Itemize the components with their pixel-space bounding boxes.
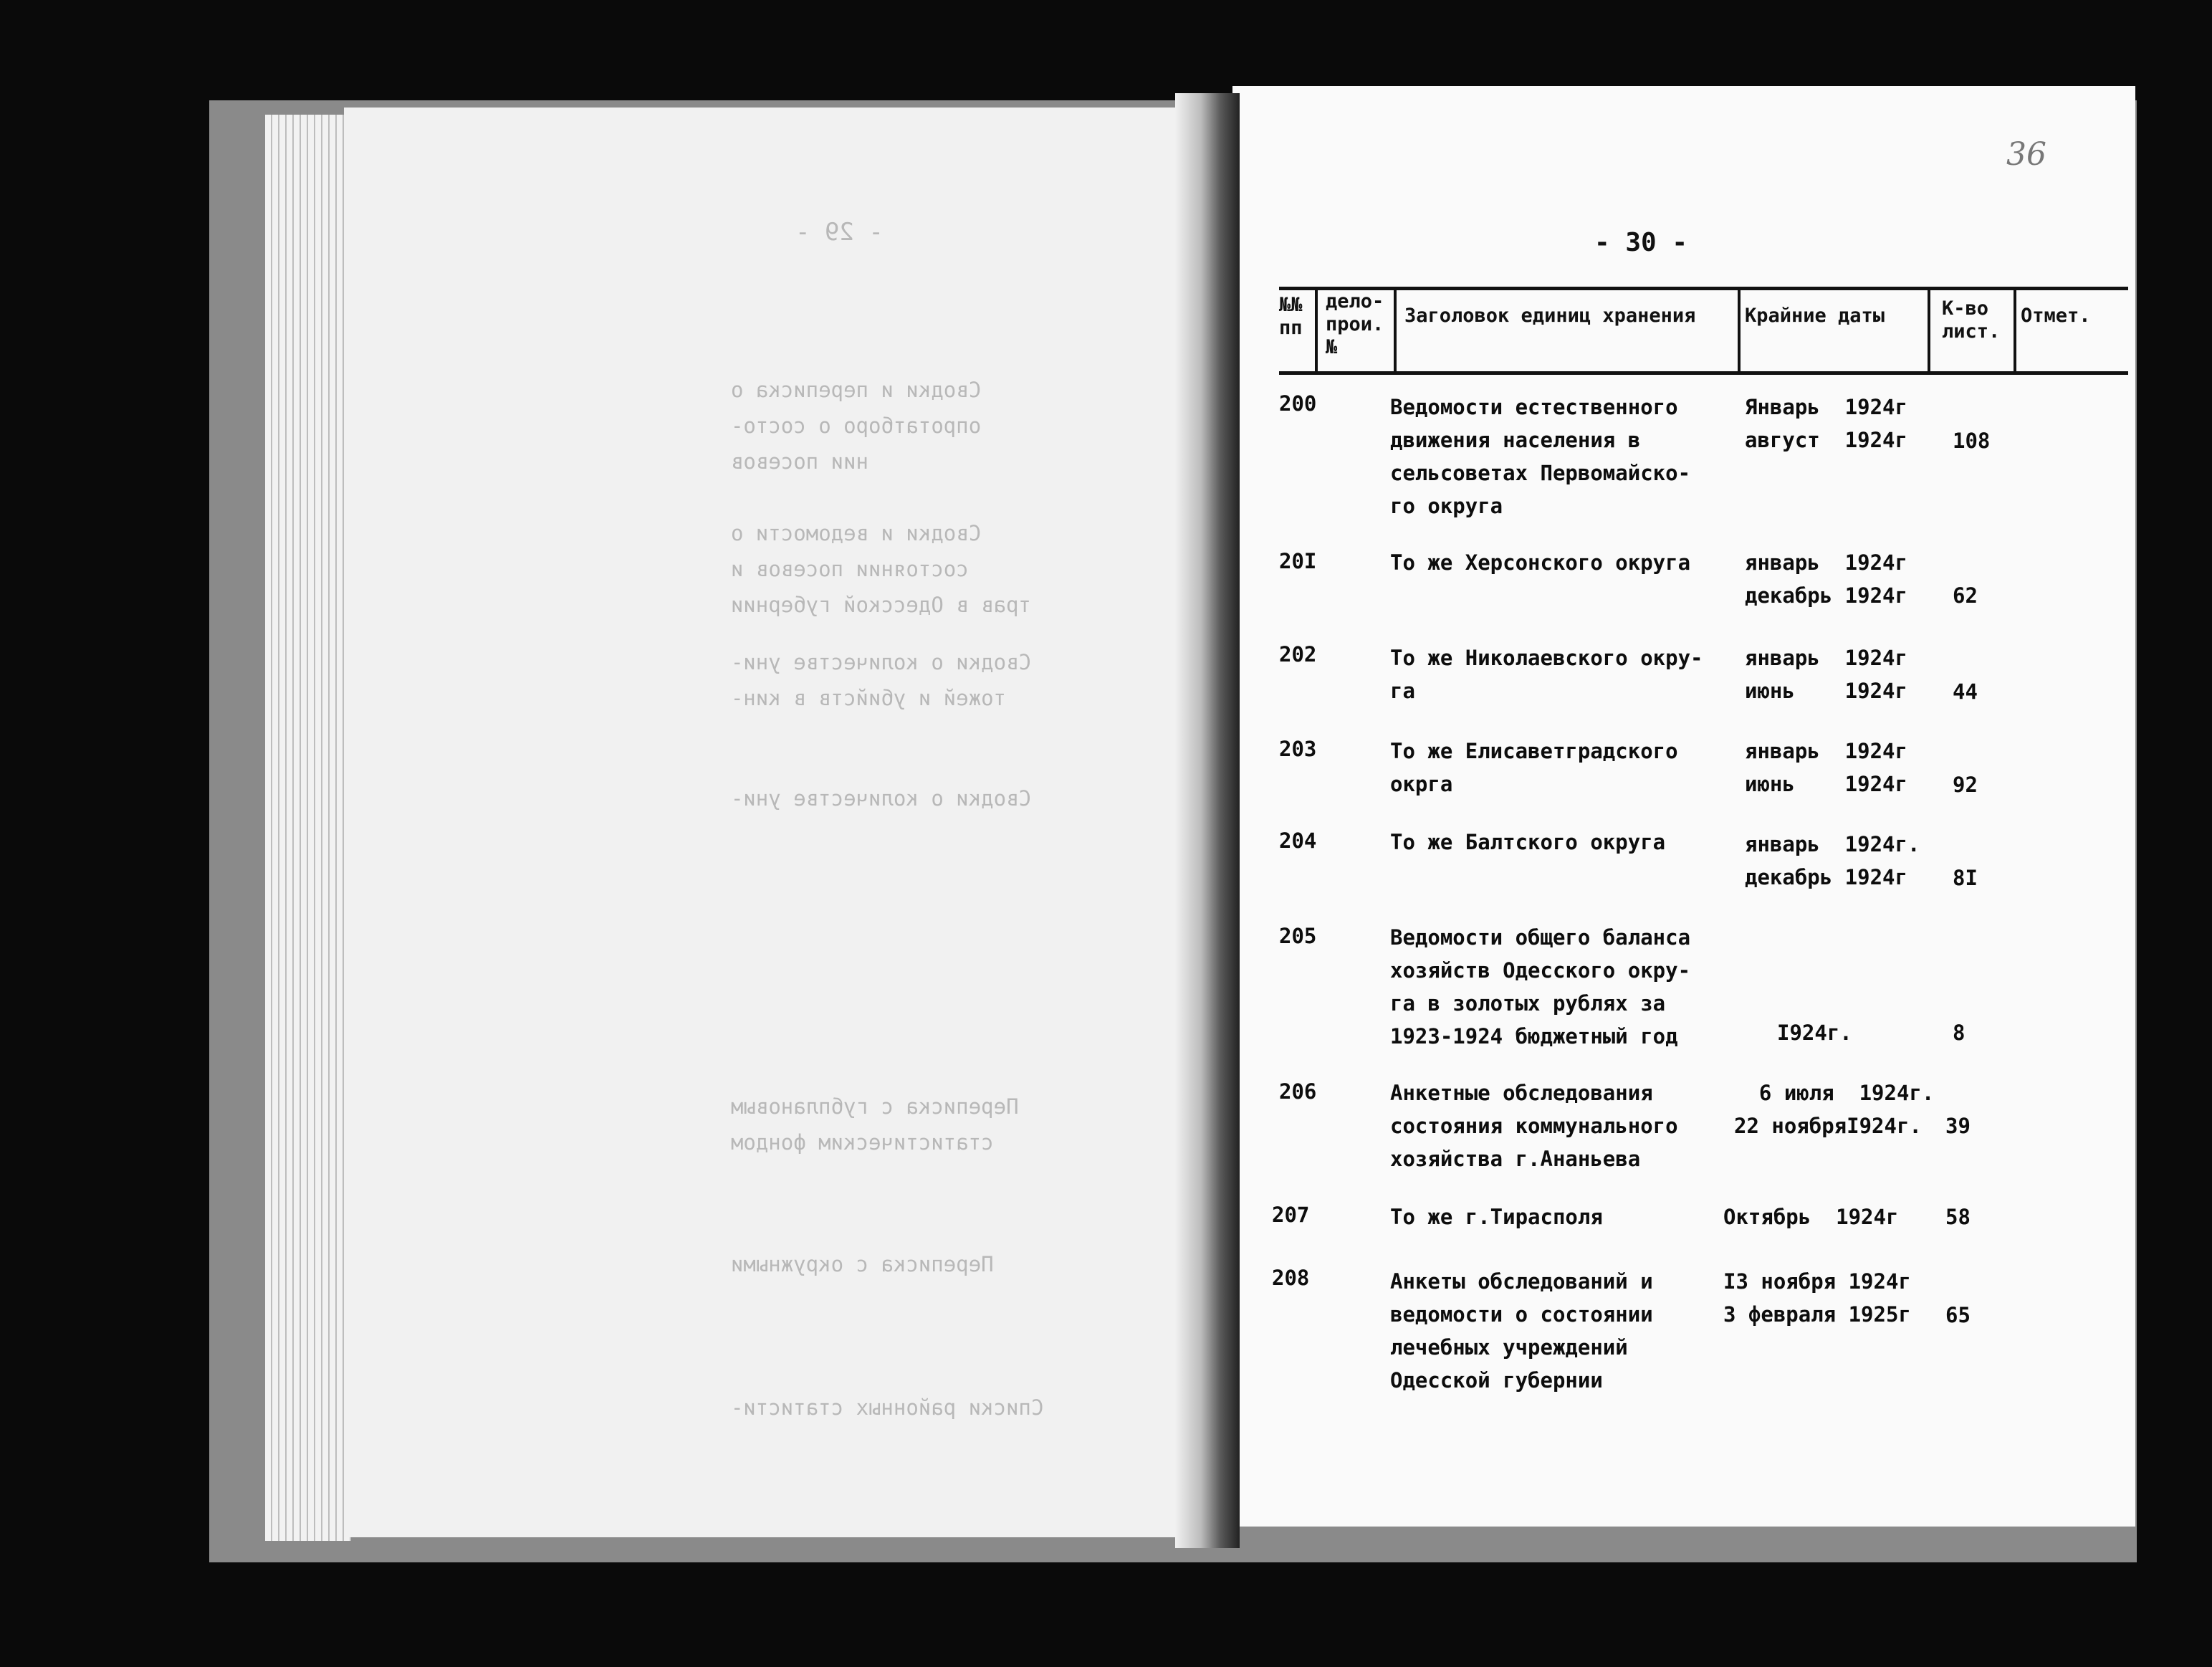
ghost-line: Сводки и ведомости о: [731, 521, 982, 545]
ghost-line: Списки районных статисти-: [731, 1395, 1044, 1420]
row-number: 204: [1279, 828, 1317, 853]
row-count: 8I: [1953, 866, 1978, 890]
row-title: Анкетные обследования состояния коммунального хозяйства г.Ананьева: [1390, 1081, 1678, 1171]
row-number: 207: [1272, 1203, 1310, 1227]
column-divider: [1738, 287, 1741, 371]
row-title: Анкеты обследований и ведомости о состоянии лечебных учреждений Одесской губернии: [1390, 1269, 1653, 1393]
ghost-line: Сводки о количестве уни-: [731, 786, 1032, 811]
row-title: То же г.Тирасполя: [1390, 1205, 1603, 1229]
book-gutter: [1175, 93, 1240, 1548]
ghost-line: состоянии посевов и: [731, 557, 969, 581]
column-divider: [1315, 287, 1318, 371]
left-page: [344, 108, 1215, 1537]
row-number: 205: [1279, 924, 1317, 948]
ghost-line: Переписка с окружными: [731, 1252, 994, 1276]
row-dates: январь 1924г декабрь 1924г: [1745, 550, 1907, 608]
row-count: 62: [1953, 583, 1978, 608]
archive-stamp-number: 36: [2006, 136, 2046, 173]
row-title: То же Балтского округа: [1390, 830, 1666, 854]
row-dates: Январь 1924г август 1924г: [1745, 395, 1907, 452]
page-number: - 30 -: [1594, 228, 1688, 257]
ghost-line: трав в Одесской губернии: [731, 593, 1032, 617]
row-dates: январь 1924г июнь 1924г: [1745, 646, 1907, 703]
header-delo: дело- прои. №: [1326, 290, 1384, 358]
page-edges: [265, 115, 351, 1541]
table-header-bottom-rule: [1279, 371, 2128, 375]
row-count: 44: [1953, 679, 1978, 704]
row-number: 200: [1279, 391, 1317, 416]
row-title: То же Херсонского округа: [1390, 550, 1691, 575]
ghost-line: Переписка с губплановым: [731, 1094, 1019, 1119]
row-number: 202: [1279, 642, 1317, 667]
row-count: 92: [1953, 773, 1978, 797]
row-dates: I924г.: [1777, 1021, 1852, 1045]
row-title: То же Елисаветградского окрга: [1390, 739, 1678, 796]
ghost-line: тожей и убийств в кин-: [731, 686, 1007, 710]
ghost-line: опротатборо о состо-: [731, 414, 982, 438]
header-title: Заголовок единиц хранения: [1404, 305, 1696, 327]
ghost-line: Сводки и переписка о: [731, 378, 982, 402]
row-dates: январь 1924г июнь 1924г: [1745, 739, 1907, 796]
header-dates: Крайние даты: [1745, 305, 1885, 327]
row-title: Ведомости естественного движения населения в сельсоветах Первомайско- го округа: [1390, 395, 1691, 518]
header-number: №№ пп: [1279, 294, 1303, 339]
row-count: 39: [1945, 1114, 1971, 1138]
column-divider: [2014, 287, 2016, 371]
row-number: 208: [1272, 1266, 1310, 1290]
column-divider: [1394, 287, 1397, 371]
header-notes: Отмет.: [2021, 305, 2091, 327]
row-count: 65: [1945, 1303, 1971, 1327]
row-number: 20I: [1279, 549, 1317, 573]
ghost-line: нии посевов: [731, 449, 869, 474]
row-count: 58: [1945, 1205, 1971, 1229]
table-header-top-rule: [1279, 287, 2128, 290]
row-title: Ведомости общего баланса хозяйств Одесского окру- га в золотых рублях за 1923-1924 бюджетный год: [1390, 925, 1691, 1049]
left-page-number: - 29 -: [795, 218, 884, 247]
row-dates: 6 июля 1924г. 22 ноябряI924г.: [1734, 1081, 1935, 1138]
column-divider: [1928, 287, 1930, 371]
row-dates: I3 ноября 1924г 3 февраля 1925г: [1723, 1269, 1911, 1327]
row-number: 206: [1279, 1079, 1317, 1104]
header-count: К-во лист.: [1942, 297, 2001, 343]
row-count: 108: [1953, 429, 1991, 453]
row-dates: Октябрь 1924г: [1723, 1205, 1899, 1229]
ghost-line: Сводки о количестве уни-: [731, 650, 1032, 674]
row-number: 203: [1279, 737, 1317, 761]
row-count: 8: [1953, 1021, 1966, 1045]
row-title: То же Николаевского окру- га: [1390, 646, 1703, 703]
ghost-line: статистическим фондом: [731, 1130, 994, 1155]
row-dates: январь 1924г. декабрь 1924г: [1745, 832, 1920, 889]
